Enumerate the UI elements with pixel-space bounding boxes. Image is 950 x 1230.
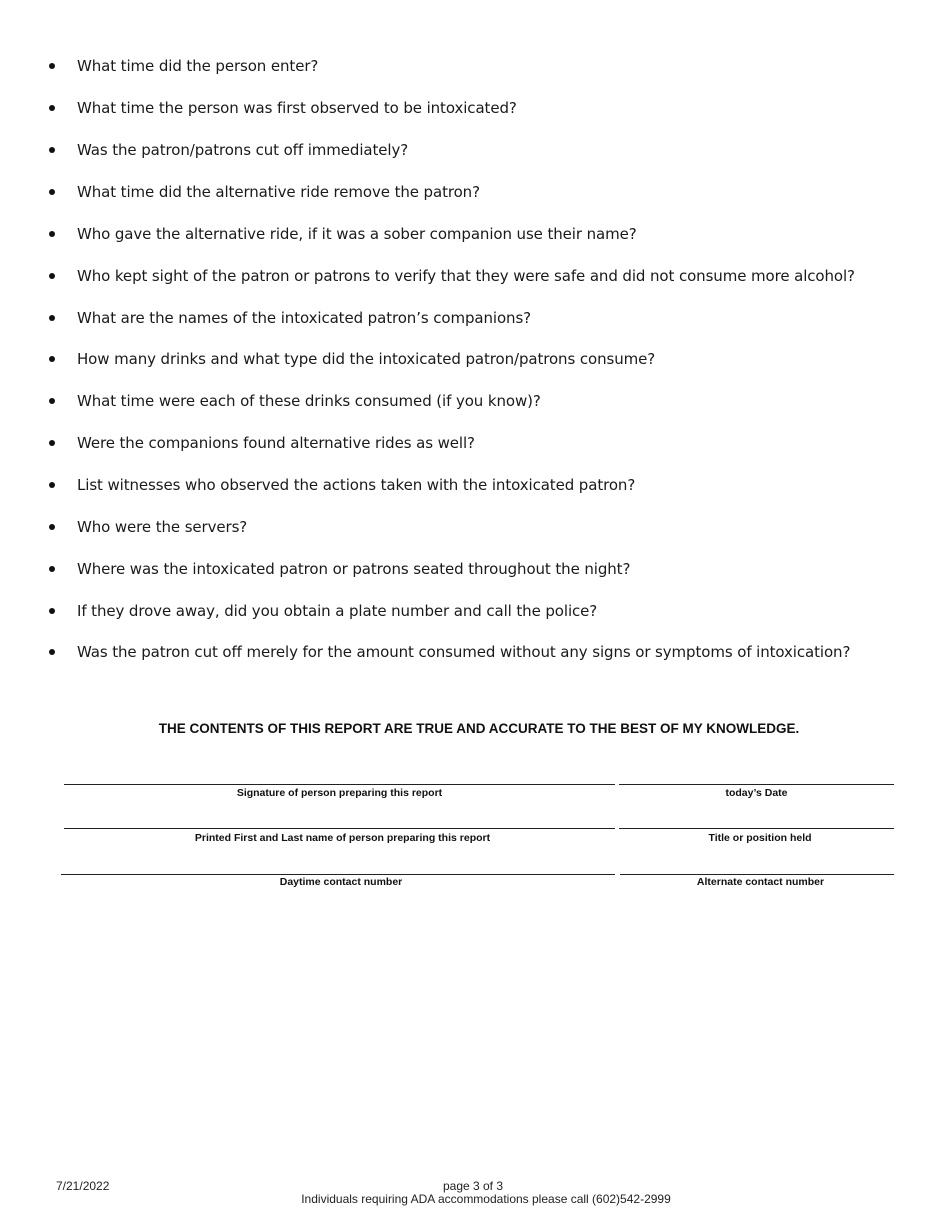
date-label: today’s Date	[725, 787, 788, 799]
question-item	[0, 558, 950, 580]
ada-notice: Individuals requiring ADA accommodations please call (602)542-2999	[301, 1192, 671, 1206]
question-item	[0, 641, 950, 663]
bullet-icon	[49, 608, 55, 614]
question-item	[0, 139, 950, 161]
bullet-icon	[49, 189, 55, 195]
title-line[interactable]	[619, 828, 894, 829]
question-text: What time were each of these drinks consumed (if you know)?	[77, 392, 541, 410]
question-text: Who kept sight of the patron or patrons to verify that they were safe and did not consume more alcohol?	[77, 267, 855, 285]
alternate-contact-label: Alternate contact number	[696, 876, 825, 888]
question-item	[0, 600, 950, 622]
question-text: List witnesses who observed the actions taken with the intoxicated patron?	[77, 476, 636, 494]
question-item	[0, 474, 950, 496]
question-text: Was the patron cut off merely for the amount consumed without any signs or symptoms of intoxication?	[77, 643, 851, 661]
question-item	[0, 390, 950, 412]
question-item	[0, 432, 950, 454]
page-number: page 3 of 3	[442, 1179, 504, 1193]
printed-name-line[interactable]	[64, 828, 615, 829]
bullet-icon	[49, 315, 55, 321]
question-text: What time did the person enter?	[77, 57, 319, 75]
question-text: Were the companions found alternative rides as well?	[77, 434, 475, 452]
bullet-icon	[49, 524, 55, 530]
bullet-icon	[49, 649, 55, 655]
signature-line[interactable]	[64, 784, 615, 785]
question-text: What are the names of the intoxicated patron’s companions?	[77, 309, 532, 327]
question-text: What time did the alternative ride remove the patron?	[77, 183, 480, 201]
question-text: How many drinks and what type did the intoxicated patron/patrons consume?	[77, 350, 656, 368]
bullet-icon	[49, 566, 55, 572]
daytime-contact-label: Daytime contact number	[279, 876, 403, 888]
attestation-statement: THE CONTENTS OF THIS REPORT ARE TRUE AND ACCURATE TO THE BEST OF MY KNOWLEDGE.	[158, 721, 800, 736]
bullet-icon	[49, 440, 55, 446]
question-text: Who gave the alternative ride, if it was a sober companion use their name?	[77, 225, 637, 243]
title-label: Title or position held	[708, 832, 812, 844]
question-item	[0, 55, 950, 77]
date-line[interactable]	[619, 784, 894, 785]
bullet-icon	[49, 231, 55, 237]
bullet-icon	[49, 63, 55, 69]
question-item	[0, 307, 950, 329]
question-text: Was the patron/patrons cut off immediately?	[77, 141, 409, 159]
question-text: Who were the servers?	[77, 518, 248, 536]
bullet-icon	[49, 398, 55, 404]
signature-label: Signature of person preparing this report	[236, 787, 443, 799]
question-text: Where was the intoxicated patron or patrons seated throughout the night?	[77, 560, 631, 578]
question-item	[0, 97, 950, 119]
bullet-icon	[49, 105, 55, 111]
bullet-icon	[49, 273, 55, 279]
bullet-icon	[49, 482, 55, 488]
question-item	[0, 181, 950, 203]
question-item	[0, 223, 950, 245]
question-item	[0, 265, 950, 287]
printed-name-label: Printed First and Last name of person preparing this report	[194, 832, 491, 844]
footer-date: 7/21/2022	[56, 1179, 110, 1193]
bullet-icon	[49, 356, 55, 362]
question-text: What time the person was first observed to be intoxicated?	[77, 99, 517, 117]
question-item	[0, 348, 950, 370]
question-text: If they drove away, did you obtain a plate number and call the police?	[77, 602, 598, 620]
bullet-icon	[49, 147, 55, 153]
question-item	[0, 516, 950, 538]
